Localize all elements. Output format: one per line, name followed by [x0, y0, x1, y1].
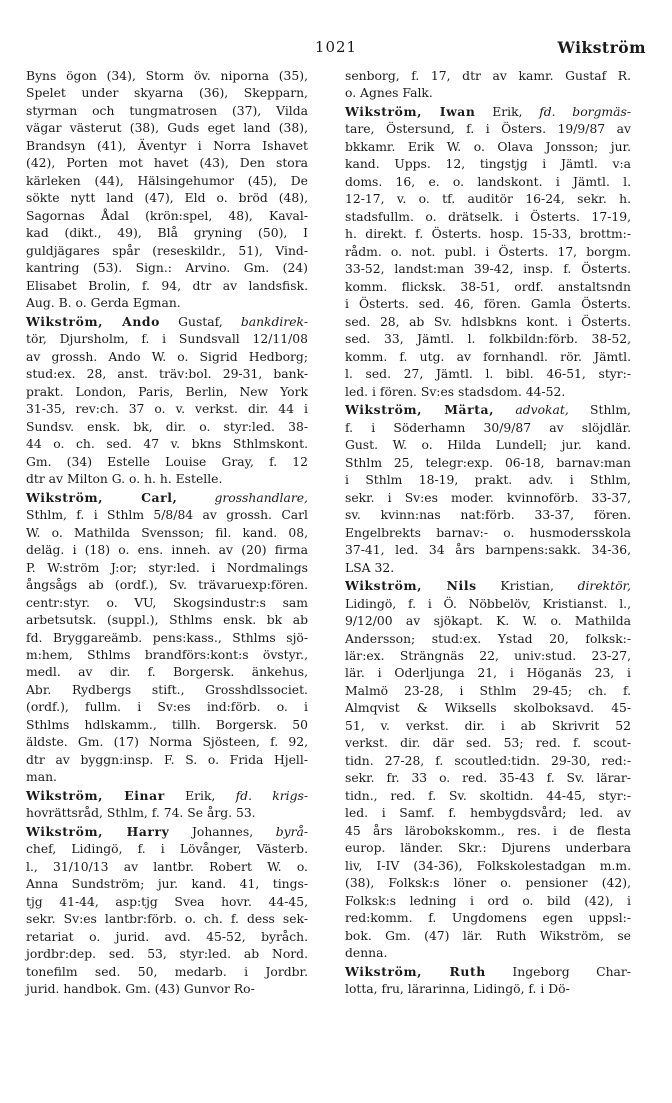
entry-text-line: bok. Gm. (47) lär. Ruth Wikström, se — [345, 928, 631, 943]
entry-text-line: styrman och tungmatrosen (37), Vilda — [26, 103, 308, 118]
entry-text-line: tare, Östersund, f. i Östers. 19/9/87 av — [345, 122, 631, 137]
entry-text-line: sekr. fr. 33 o. red. 35-43 f. Sv. lärar- — [345, 771, 631, 786]
entry-text-line: 37-41, led. 34 års barnpens:sakk. 34-36, — [345, 543, 631, 558]
entry-text-line: sekr. i Sv:es moder. kvinnoförb. 33-37, — [345, 490, 631, 505]
entry-title: bankdirek- — [240, 314, 308, 329]
entry-text-line: bkkamr. Erik W. o. Olava Jonsson; jur. — [345, 139, 631, 154]
entry-text-line: Andersson; stud:ex. Ystad 20, folksk:- — [345, 631, 631, 646]
entry-text-line: W. o. Mathilda Svensson; fil. kand. 08, — [26, 525, 308, 540]
entry-text-line: 33-52, landst:man 39-42, insp. f. Österts. — [345, 262, 631, 277]
entry-heading-line — [26, 313, 308, 331]
entry-trail: Sthlm, — [568, 403, 631, 418]
entry-title: byrå- — [275, 824, 308, 839]
entry-trail: Char- — [596, 964, 631, 979]
entry-given-names: Erik, — [475, 104, 540, 119]
entry-text-line: f. i Söderhamn 30/9/87 av slöjdlär. — [345, 420, 631, 435]
entry-text-line: Byns ögon (34), Storm öv. niporna (35), — [26, 69, 308, 83]
entry-text-line: led. i Samf. f. hembygdsvård; led. av — [345, 806, 631, 821]
entry-text-line: verkst. dir. där sed. 53; red. f. scout- — [345, 736, 631, 751]
entry-text-line: 12-17, v. o. tf. auditör 16-24, sekr. h. — [345, 192, 631, 207]
entry-text-line: Aug. B. o. Gerda Egman. — [26, 296, 181, 311]
entry-text-line: tör, Djursholm, f. i Sundsvall 12/11/08 — [26, 332, 308, 347]
entry-text-line: fd. Bryggareämb. pens:kass., Sthlms sjö- — [26, 630, 308, 645]
entry-text-line: (42), Porten mot havet (43), Den stora — [26, 156, 308, 171]
entry-name: Wikström, Iwan — [345, 103, 476, 119]
entry-text-line: sökte nytt land (47), Eld o. bröd (48), — [26, 191, 308, 206]
entry-text-line: rådm. o. not. publ. i Österts. 17, borgm. — [345, 244, 631, 259]
entry-text-line: deläg. i (18) o. ens. inneh. av (20) firma — [26, 543, 308, 558]
entry-text-line: i Österts. sed. 46, fören. Gamla Österts. — [345, 297, 631, 312]
entry-text-line: ångsågs ab (ordf.), Sv. trävaruexp:fören. — [26, 578, 308, 593]
entry-text-line: stadsfullm. o. drätselk. i Österts. 17-19, — [345, 209, 631, 224]
entry-text-line: tidn., red. f. Sv. skoltidn. 44-45, styr:- — [345, 788, 631, 803]
entry-einar — [26, 787, 308, 823]
entry-text-line: Lidingö, f. i Ö. Nöbbelöv, Kristianst. l., — [345, 596, 631, 611]
entry-text-line: Anna Sundström; jur. kand. 41, tings- — [26, 877, 308, 892]
entry-given-names: Ingeborg — [485, 964, 597, 979]
entry-text-line: medl. av dir. f. Borgersk. änkehus, — [26, 665, 308, 680]
entry-text-line: Almqvist & Wiksells skolboksavd. 45- — [345, 701, 631, 716]
entry-text-line: i Sthlm 18-19, prakt. adv. i Sthlm, — [345, 473, 631, 488]
entry-text-line: P. W:ström J:or; styr:led. i Nordmalings — [26, 560, 308, 575]
entry-text-line: arbetsutsk. (suppl.), Sthlms ensk. bk ab — [26, 613, 308, 628]
entry-text-line: 44 o. ch. sed. 47 v. bkns Sthlmskont. — [26, 437, 308, 452]
entry-ando — [26, 313, 308, 489]
entry-text-line: 9/12/00 av sjökapt. K. W. o. Mathilda — [345, 614, 631, 629]
entry-given-names: Kristian, — [476, 579, 578, 594]
entry-name: Wikström, Carl, — [26, 489, 178, 505]
entry-title: advokat, — [515, 403, 569, 418]
entry-nils — [345, 577, 631, 963]
entry-text-line: Abr. Rydbergs stift., Grosshdlssociet. — [26, 682, 308, 697]
entry-text-line: red:komm. f. Ungdomens egen uppsl:- — [345, 911, 631, 926]
entry-text-line: Engelbrekts barnav:- o. husmodersskola — [345, 525, 631, 540]
entry-text-line: sekr. Sv:es lantbr:förb. o. ch. f. dess sek- — [26, 912, 308, 927]
entry-text-line: 51, v. verkst. dir. i ab Skrivrit 52 — [345, 718, 631, 733]
entry-title: fd. krigs- — [235, 788, 308, 803]
entry-text-line: av grossh. Ando W. o. Sigrid Hedborg; — [26, 349, 308, 364]
entry-text-line: tonefilm sed. 50, medarb. i Jordbr. — [26, 964, 308, 979]
entry-text-line: jurid. handbok. Gm. (43) Gunvor Ro- — [26, 982, 255, 997]
entry-given-names: Erik, — [164, 788, 236, 803]
entry-text-line: guldjägares spår (reseskildr., 51), Vind- — [26, 243, 308, 258]
entry-text-line: lotta, fru, lärarinna, Lidingö, f. i Dö- — [345, 982, 570, 997]
entry-text-line: vägar västerut (38), Guds eget land (38), — [26, 121, 308, 136]
entry-heading-line — [345, 963, 631, 981]
entry-text-line: stud:ex. 28, anst. träv:bol. 29-31, bank- — [26, 367, 308, 382]
entry-text-line: dtr av Milton G. o. h. h. Estelle. — [26, 472, 223, 487]
entry-title: fd. borgmäs- — [539, 104, 631, 119]
entry-name: Wikström, Ando — [26, 313, 160, 329]
entry-name: Wikström, Märta, — [345, 402, 495, 418]
entry-text-line: l., 31/10/13 av lantbr. Robert W. o. — [26, 859, 308, 874]
entry-text-line: 31-35, rev:ch. 37 o. v. verkst. dir. 44 i — [26, 402, 308, 417]
entry-text-line: lär:ex. Strängnäs 22, univ:stud. 23-27, — [345, 648, 631, 663]
left-column — [26, 68, 308, 999]
entry-heading-line — [26, 489, 308, 507]
entry-name: Wikström, Nils — [345, 578, 477, 594]
entry-text-line: Brandsyn (41), Äventyr i Norra Ishavet — [26, 138, 308, 153]
entry-ruth — [345, 963, 631, 999]
entry-text-line: retariat o. jurid. avd. 45-52, byråch. — [26, 929, 308, 944]
entry-text-line: kärleken (44), Hälsingehumor (45), De — [26, 173, 308, 188]
entry-text-line: l. sed. 27, Jämtl. l. bibl. 46-51, styr:- — [345, 367, 631, 382]
entry-heading-line — [345, 103, 631, 121]
entry-heading-line — [26, 823, 308, 841]
entry-text-line: sed. 28, ab Sv. hdlsbkns kont. i Österts. — [345, 314, 631, 329]
entry-text-line: h. direkt. f. Österts. hosp. 15-33, brottm:- — [345, 227, 631, 242]
entry-text-line: komm. f. utg. av fornhandl. rör. Jämtl. — [345, 349, 631, 364]
entry-text-line: Spelet under skyarna (36), Skepparn, — [26, 86, 308, 101]
running-head: Wikström — [557, 38, 646, 57]
entry-text-line: äldste. Gm. (17) Norma Sjösteen, f. 92, — [26, 735, 308, 750]
entry-text-line: tjg 41-44, asp:tjg Svea hovr. 44-45, — [26, 894, 308, 909]
entry-text-line: Gm. (34) Estelle Louise Gray, f. 12 — [26, 454, 308, 469]
entry-text-line: Malmö 23-28, i Sthlm 29-45; ch. f. — [345, 683, 631, 698]
entry-text-line: Sagornas Ådal (krön:spel, 48), Kaval- — [26, 208, 308, 223]
entry-byns-continuation — [26, 68, 308, 313]
entry-text-line: europ. länder. Skr.: Djurens underbara — [345, 841, 631, 856]
entry-heading-line — [345, 401, 631, 419]
entry-name: Wikström, Harry — [26, 823, 170, 839]
entry-text-line: Gust. W. o. Hilda Lundell; jur. kand. — [345, 438, 631, 453]
entry-text-line: jordbr:dep. sed. 53, styr:led. ab Nord. — [26, 947, 308, 962]
entry-title: grosshandlare, — [214, 490, 308, 505]
entry-carl — [26, 489, 308, 787]
entry-text-line: led. i fören. Sv:es stadsdom. 44-52. — [345, 384, 566, 399]
entry-text-line: tidn. 27-28, f. scoutled:tidn. 29-30, red:- — [345, 753, 631, 768]
entry-heading-line — [26, 787, 308, 805]
entry-text-line: Sundsv. ensk. bk, dir. o. styr:led. 38- — [26, 419, 308, 434]
entry-text-line: Folksk:s ledning i ord o. bild (42), i — [345, 893, 631, 908]
entry-marta — [345, 401, 631, 577]
entry-text-line: sv. kvinn:nas nat:förb. 33-37, fören. — [345, 508, 631, 523]
entry-text-line: kand. Upps. 12, tingstjg i Jämtl. v:a — [345, 157, 631, 172]
entry-text-line: prakt. London, Paris, Berlin, New York — [26, 384, 308, 399]
entry-name: Wikström, Ruth — [345, 963, 486, 979]
entry-text-line: senborg, f. 17, dtr av kamr. Gustaf R. — [345, 69, 631, 83]
entry-heading-line — [345, 577, 631, 595]
entry-text-line: Sthlm 25, telegr:exp. 06-18, barnav:man — [345, 455, 631, 470]
entry-iwan — [345, 103, 631, 401]
entry-text-line: doms. 16, e. o. landskont. i Jämtl. l. — [345, 174, 631, 189]
entry-text-line: dtr av byggn:insp. F. S. o. Frida Hjell- — [26, 752, 308, 767]
entry-harry-continuation — [345, 68, 631, 103]
entry-text-line: Elisabet Brolin, f. 94, dtr av landsfisk. — [26, 278, 308, 293]
entry-text-line: man. — [26, 770, 57, 785]
entry-text-line: liv, I-IV (34-36), Folkskolestadgan m.m. — [345, 858, 631, 873]
entry-text-line: hovrättsråd, Sthlm, f. 74. Se årg. 53. — [26, 806, 256, 821]
entry-title: direktör, — [577, 579, 631, 594]
entry-text-line: LSA 32. — [345, 560, 395, 575]
entry-text-line: (ordf.), fullm. i Sv:es ind:förb. o. i — [26, 700, 308, 715]
entry-text-line: Sthlms hdlskamm., tillh. Borgersk. 50 — [26, 717, 308, 732]
entry-text-line: lär. i Oderljunga 21, i Höganäs 23, i — [345, 666, 631, 681]
entry-text-line: denna. — [345, 946, 388, 961]
entry-text-line: Sthlm, f. i Sthlm 5/8/84 av grossh. Carl — [26, 508, 308, 523]
entry-given-names: Gustaf, — [159, 314, 241, 329]
page-number: 1021 — [314, 38, 358, 56]
entry-text-line: kantring (53). Sign.: Arvino. Gm. (24) — [26, 261, 308, 276]
entry-text-line: m:hem, Sthlms brandförs:kont:s övstyr., — [26, 647, 308, 662]
entry-harry — [26, 823, 308, 999]
entry-text-line: centr:styr. o. VU, Skogsindustr:s sam — [26, 595, 308, 610]
entry-text-line: o. Agnes Falk. — [345, 86, 433, 101]
entry-given-names: Johannes, — [169, 824, 276, 839]
entry-text-line: kad (dikt., 49), Blå gryning (50), I — [26, 226, 308, 241]
entry-text-line: sed. 33, Jämtl. l. folkbildn:förb. 38-52, — [345, 332, 631, 347]
entry-text-line: chef, Lidingö, f. i Lövånger, Västerb. — [26, 842, 308, 857]
entry-text-line: (38), Folksk:s löner o. pensioner (42), — [345, 876, 631, 891]
right-column — [345, 68, 631, 999]
entry-text-line: 45 års lärobokskomm., res. i de flesta — [345, 823, 631, 838]
entry-text-line: komm. flicksk. 38-51, ordf. anstaltsndn — [345, 279, 631, 294]
entry-name: Wikström, Einar — [26, 787, 165, 803]
